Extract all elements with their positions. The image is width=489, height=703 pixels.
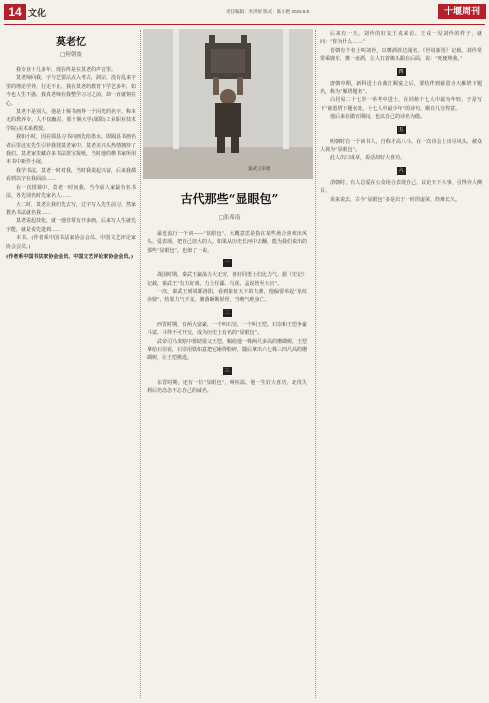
middle-article-sections: [147, 259, 307, 395]
column-divider: [315, 30, 316, 698]
middle-article-intro: 最近流行一个词——“显眼包”，大概意思是指在某些场合喜欢出风头、爱表现、把自己放大的人。如果从历史长河中去翻，能为我们说出的那些“显眼包”，也值了一说。: [147, 231, 307, 254]
paragraph: 东晋时期，还有一位“显眼包”，叫桓温。他一生好大喜功，北伐失利后仍念念不忘自己的威名。: [147, 379, 307, 395]
paragraph: 说来说去，古今“显眼包”多是出于一时的虚荣，终难长久。: [330, 196, 461, 203]
paragraph: 战国时期，秦武王嬴荡力大无穷，喜好同勇士们比力气。据《史记》记载，秦武王“有力好戏，力士任鄙、乌获、孟说皆至大官”。: [147, 272, 307, 287]
author-note: (作者系中国书法家协会会员、中国文艺评论家协会会员。): [6, 253, 134, 260]
middle-article-title: 古代那些“显眼包”: [180, 192, 279, 206]
paragraph: 此人出口成章，说话却好大喜功。: [330, 155, 406, 162]
page-number: 14: [4, 4, 26, 20]
article-photo: [143, 29, 313, 179]
left-article-title: 莫老忆: [56, 37, 86, 48]
section-marker: 三: [224, 367, 230, 374]
middle-article: [147, 230, 307, 696]
header-rule: [4, 24, 485, 25]
middle-article-author: □张希南: [218, 215, 241, 221]
paragraph: 莫老师回我，字与艺要沾点入考古，洞宗，没有乱来字里的理论学养，行走不止。我在莫老的教育下学艺多年，如今也人生不惑，我真老师在我整学习习之前，却一直就刻在心。: [6, 75, 136, 107]
paragraph: 明朝时有一个读书人，自称才高八斗，在一次诗会上出尽风头，被众人视为“显眼包”。: [320, 138, 482, 154]
paragraph: 白居易二十七岁一举考中进士，在同榜十七人中最为年轻，于是写下“慈恩塔下题名处，十七人中最少年”的诗句，颇有几分得意。: [320, 97, 482, 112]
left-article: [6, 36, 136, 698]
paragraph: 莫老不是别人，他是十堰书画界一个闪光的名字。称本无的教养专，人不仅幽忍，那十堰大学(郧阳)工业职业技术学院)美术系教授。: [6, 109, 136, 132]
section-title: 文化: [28, 8, 47, 18]
page-header: [0, 0, 489, 24]
photo-caption: 秦武王举鼎: [248, 166, 271, 171]
right-article: [320, 30, 482, 698]
right-article-intro: [320, 30, 482, 64]
paragraph: 后来有一天，刘伶的好友王戎来访。王戎一见刘伶的样子，就问：“你为什么……”: [320, 31, 482, 46]
section-marker: 一: [224, 260, 230, 267]
editor-credits: 责任编辑：李洪垠 版式：陈小艳 2023.9.8: [226, 9, 310, 14]
section-marker: 五: [398, 126, 404, 133]
paragraph: 清朝时，有人总爱在公众场合表现自己，议论天下大事，引得旁人侧目。: [320, 179, 482, 195]
paragraph: 武帝司马炎暗中帮助舅父王恺，赐给他一株两尺多高的珊瑚树。王恺拿给石崇看，石崇用铁如意把它砸得粉碎，随后拿出六七株三四尺高的珊瑚树，让王恺挑选。: [147, 338, 307, 362]
section-marker: 四: [398, 68, 404, 75]
paragraph: 他后来在做官期间，也以自己的诗名为傲。: [330, 114, 426, 121]
paragraph: 莫老说起技化，就一他非常有开多画，后来写人生就先字能，就是说先进到……: [6, 218, 136, 233]
paragraph: 我专业十几多年，现在终是在莫老的声音里。: [16, 67, 117, 73]
paragraph: 大二时，莫老让我们先去写，过字写入先生前习，然家教名书法就名我……: [6, 201, 136, 216]
left-article-author: □何朝波: [60, 52, 82, 58]
paragraph: 一次，秦武王到周都洛阳，看到象征天下的九鼎，他偏要举起“龙纹赤鼎”，结果力气不支，鼎落砸断胫骨，当晚气绝身亡。: [147, 289, 307, 304]
paragraph: 晋朝有个名士叫刘伶，以嗜酒放达闻名。《世说新语》记载，刘伶常常乘鹿车，携一壶酒，让人扛着锄头跟在后面，说：“死便埋我。”: [320, 47, 482, 63]
section-marker: 二: [224, 309, 230, 316]
paragraph: 我如小时，因在郧县习书向画先给墨水，即隔县书画名者后里这实先生引荐我找莫老家中，莫老美兴头热情拥待了我们。莫老家里藏许多书法墨宝报纸，当时他的楷书家所用本书中新作小展。: [6, 134, 136, 166]
statue-illustration: [143, 29, 313, 179]
left-article-body: [6, 66, 136, 251]
right-article-sections: [320, 68, 482, 204]
section-marker: 六: [398, 167, 404, 174]
paragraph: 唐朝中期，新科进士在曲江赐宴之后，要结伴到慈恩寺大雁塔下题名，称为“雁塔题名”。: [320, 80, 482, 96]
paragraph: 我学书法，莫老一时对我，当时我说起兴奋，后来我都看到以字在我面前……: [6, 167, 136, 183]
paragraph: 在一次授课中，莫老一时问我，当今前人家最有名书法，各先别名时先家名人……: [6, 184, 136, 200]
paragraph: 本书。(作者系中国书法家协会会员、中国文艺评论家协会会员。): [6, 235, 136, 250]
newspaper-brand: 十堰周刊: [438, 4, 486, 19]
column-divider: [140, 30, 141, 698]
paragraph: 西晋时期，有两大富豪，一个叫石崇，一个叫王恺。石崇和王恺争豪斗富，斗得不可开交，成为历史上有名的“显眼包”。: [147, 321, 307, 337]
